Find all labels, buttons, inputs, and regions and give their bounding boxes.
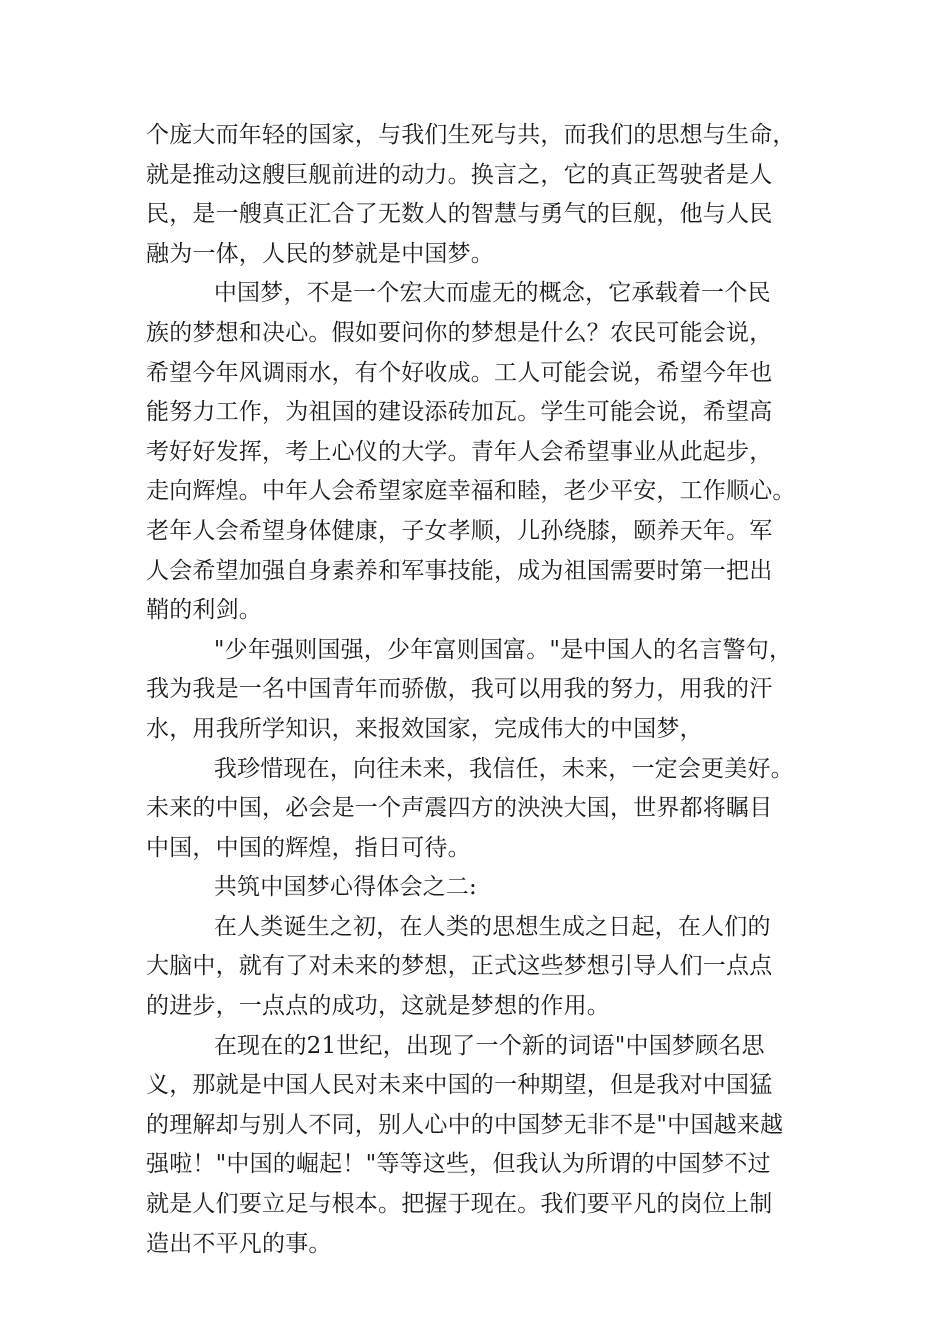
text-line: 就是人们要立足与根本。把握于现在。我们要平凡的岗位上制 [146,1191,773,1218]
text-line: 的理解却与别人不同，别人心中的中国梦无非不是"中国越来越 [146,1111,784,1138]
text-line: 我珍惜现在，向往未来，我信任，未来，一定会更美好。 [213,755,794,782]
text-line: 个庞大而年轻的国家，与我们生死与共，而我们的思想与生命， [146,122,796,148]
text-line: 水，用我所学知识，来报效国家，完成伟大的中国梦， [146,715,703,742]
text-line: 义，那就是中国人民对未来中国的一种期望，但是我对中国猛 [146,1072,773,1099]
text-line: 能努力工作，为祖国的建设添砖加瓦。学生可能会说，希望高 [146,399,773,426]
paragraph-6 [146,908,806,1027]
text-line: 中国梦，不是一个宏大而虚无的概念，它承载着一个民 [213,280,771,307]
text-line: 在人类诞生之初，在人类的思想生成之日起，在人们的 [213,913,771,940]
text-line: 我为我是一名中国青年而骄傲，我可以用我的努力，用我的汗 [146,676,773,703]
paragraph-3 [146,631,806,750]
paragraph-4 [146,750,806,869]
text-line: 的进步，一点点的成功，这就是梦想的作用。 [146,993,610,1020]
text-line: 中国，中国的辉煌，指日可待。 [146,834,471,861]
text-line: 走向辉煌。中年人会希望家庭幸福和睦，老少平安，工作顺心。 [146,478,796,505]
text-line: 人会希望加强自身素养和军事技能，成为祖国需要时第一把出 [146,557,773,584]
text-line: 造出不平凡的事。 [146,1230,332,1257]
text-line: 未来的中国，必会是一个声震四方的泱泱大国，世界都将瞩目 [146,795,773,822]
text-line: 强啦！"中国的崛起！"等等这些，但我认为所谓的中国梦不过 [146,1151,771,1178]
text-line: 族的梦想和决心。假如要问你的梦想是什么？农民可能会说， [146,319,773,346]
text-line: 融为一体，人民的梦就是中国梦。 [146,240,494,267]
text-line: 就是推动这艘巨舰前进的动力。换言之，它的真正驾驶者是人 [146,161,773,188]
document-body [146,116,806,1264]
section-heading [146,868,806,908]
paragraph-1 [146,116,806,274]
text-line: 鞘的利剑。 [146,597,262,624]
text-line: 民，是一艘真正汇合了无数人的智慧与勇气的巨舰，他与人民 [146,201,773,228]
heading-line: 共筑中国梦心得体会之二: [213,874,477,901]
text-line: 在现在的21世纪，出现了一个新的词语"中国梦顾名思 [213,1032,765,1059]
paragraph-7 [146,1027,806,1265]
text-line: 老年人会希望身体健康，子女孝顺，儿孙绕膝，颐养天年。军 [146,517,773,544]
text-line: 希望今年风调雨水，有个好收成。工人可能会说，希望今年也 [146,359,773,386]
text-line: "少年强则国强，少年富则国富。"是中国人的名言警句， [213,636,793,663]
paragraph-2 [146,274,806,630]
text-line: 大脑中，就有了对未来的梦想，正式这些梦想引导人们一点点 [146,953,773,980]
text-line: 考好好发挥，考上心仪的大学。青年人会希望事业从此起步， [146,438,773,465]
